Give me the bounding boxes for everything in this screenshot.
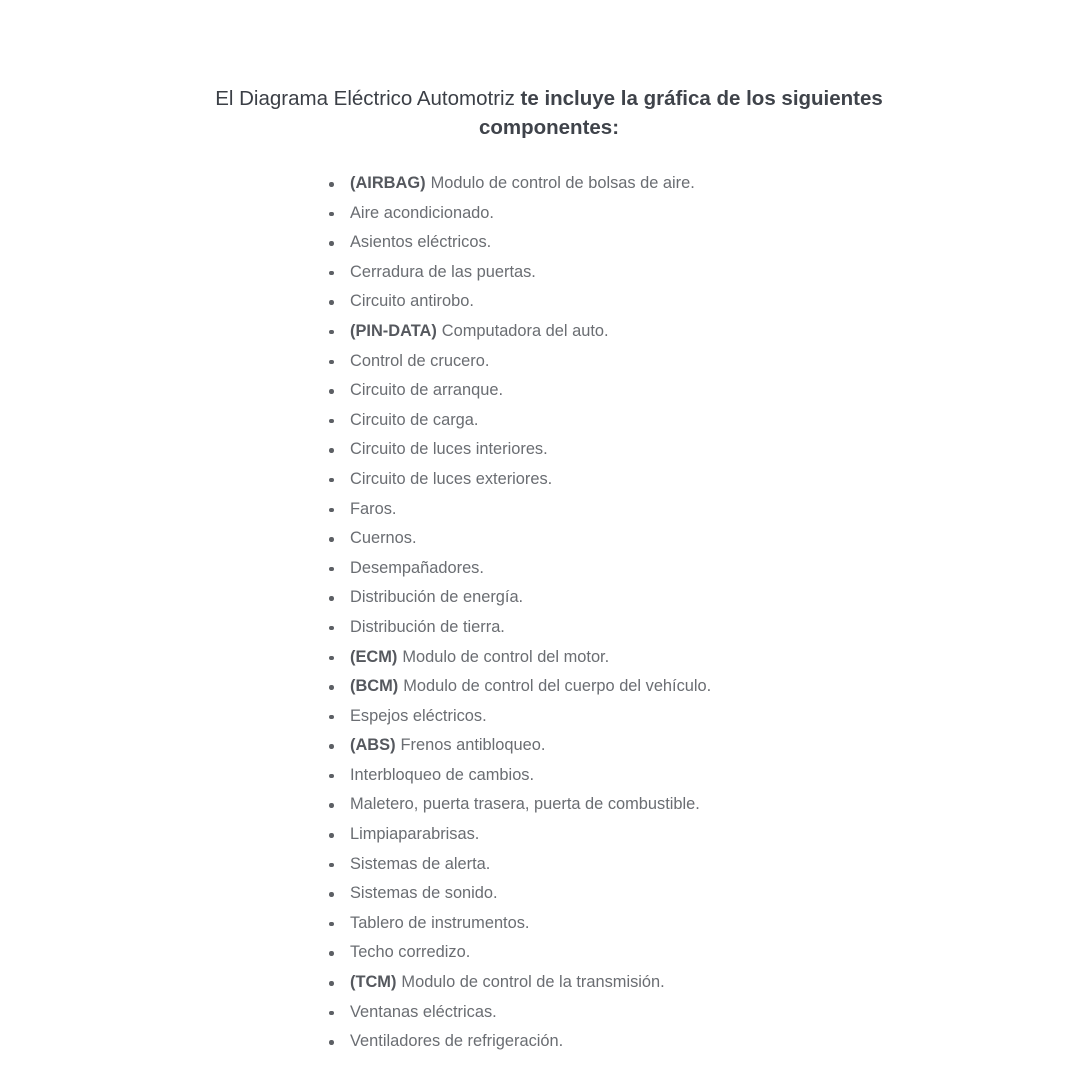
list-item [327,761,711,791]
list-item [327,169,711,199]
list-item [327,287,711,317]
list-item [327,317,711,347]
item-text: Limpiaparabrisas. [350,825,480,844]
list-item [327,199,711,229]
item-text: Tablero de instrumentos. [350,913,530,932]
bullet-icon [329,1040,334,1045]
item-text: Distribución de energía. [350,588,524,607]
item-text: Aire acondicionado. [350,203,494,222]
bullet-icon [329,803,334,808]
bullet-icon [329,922,334,927]
bullet-icon [329,212,334,217]
list-item [327,909,711,939]
bullet-icon [329,715,334,720]
item-text: Modulo de control del motor. [402,647,610,666]
bullet-icon [329,241,334,246]
item-text: Circuito de luces interiores. [350,440,548,459]
bullet-icon [329,626,334,631]
item-text: Cerradura de las puertas. [350,262,536,281]
item-text: Desempañadores. [350,558,484,577]
item-text: Computadora del auto. [441,321,609,340]
bullet-icon [329,685,334,690]
item-text: Espejos eléctricos. [350,706,487,725]
list-item [327,435,711,465]
bullet-icon [329,508,334,513]
item-acronym: (BCM) [350,677,399,696]
list-item [327,554,711,584]
item-acronym: (ECM) [350,647,398,666]
list-item [327,495,711,525]
bullet-icon [329,951,334,956]
bullet-icon [329,1011,334,1016]
bullet-icon [329,656,334,661]
list-item [327,731,711,761]
list-item [327,228,711,258]
bullet-icon [329,300,334,305]
list-item [327,583,711,613]
bullet-icon [329,833,334,838]
list-item [327,643,711,673]
item-text: Modulo de control de la transmisión. [401,973,665,992]
item-text: Control de crucero. [350,351,490,370]
list-item [327,613,711,643]
list-item [327,702,711,732]
components-list [327,169,711,1057]
list-item [327,258,711,288]
item-text: Circuito de carga. [350,410,479,429]
item-text: Modulo de control del cuerpo del vehículo. [403,677,712,696]
list-item [327,465,711,495]
item-text: Circuito de luces exteriores. [350,469,553,488]
list-item [327,1027,711,1057]
bullet-icon [329,596,334,601]
heading-plain-text: El Diagrama Eléctrico Automotriz [215,87,521,110]
list-item [327,820,711,850]
bullet-icon [329,360,334,365]
item-acronym: (AIRBAG) [350,174,426,192]
item-text: Faros. [350,499,397,518]
item-text: Ventanas eléctricas. [350,1002,497,1021]
item-text: Techo corredizo. [350,943,471,962]
item-text: Circuito de arranque. [350,381,504,400]
list-item [327,879,711,909]
list-item [327,998,711,1028]
list-item [327,406,711,436]
bullet-icon [329,271,334,276]
item-acronym: (TCM) [350,973,397,992]
list-item [327,790,711,820]
bullet-icon [329,389,334,394]
bullet-icon [329,981,334,986]
item-text: Modulo de control de bolsas de aire. [430,174,695,192]
bullet-icon [329,182,334,187]
item-text: Frenos antibloqueo. [400,736,546,755]
bullet-icon [329,478,334,483]
item-text: Sistemas de sonido. [350,884,498,903]
item-acronym: (PIN-DATA) [350,321,437,340]
item-text: Cuernos. [350,529,417,548]
item-text: Distribución de tierra. [350,617,505,636]
bullet-icon [329,863,334,868]
item-text: Maletero, puerta trasera, puerta de combustible. [350,795,700,814]
item-text: Sistemas de alerta. [350,854,491,873]
heading-bold-text: te incluye la gráfica de los siguientes componentes: [478,87,883,139]
bullet-icon [329,419,334,424]
list-item [327,850,711,880]
bullet-icon [329,567,334,572]
list-item [327,376,711,406]
bullet-icon [329,892,334,897]
item-acronym: (ABS) [350,736,396,755]
list-item [327,347,711,377]
list-item [327,968,711,998]
list-item [327,524,711,554]
bullet-icon [329,330,334,335]
bullet-icon [329,774,334,779]
bullet-icon [329,448,334,453]
bullet-icon [329,537,334,542]
item-text: Circuito antirobo. [350,292,474,311]
item-text: Ventiladores de refrigeración. [350,1032,564,1051]
item-text: Interbloqueo de cambios. [350,765,535,784]
bullet-icon [329,744,334,749]
intro-heading [170,84,928,142]
item-text: Asientos eléctricos. [350,233,492,252]
list-item [327,672,711,702]
list-item [327,938,711,968]
